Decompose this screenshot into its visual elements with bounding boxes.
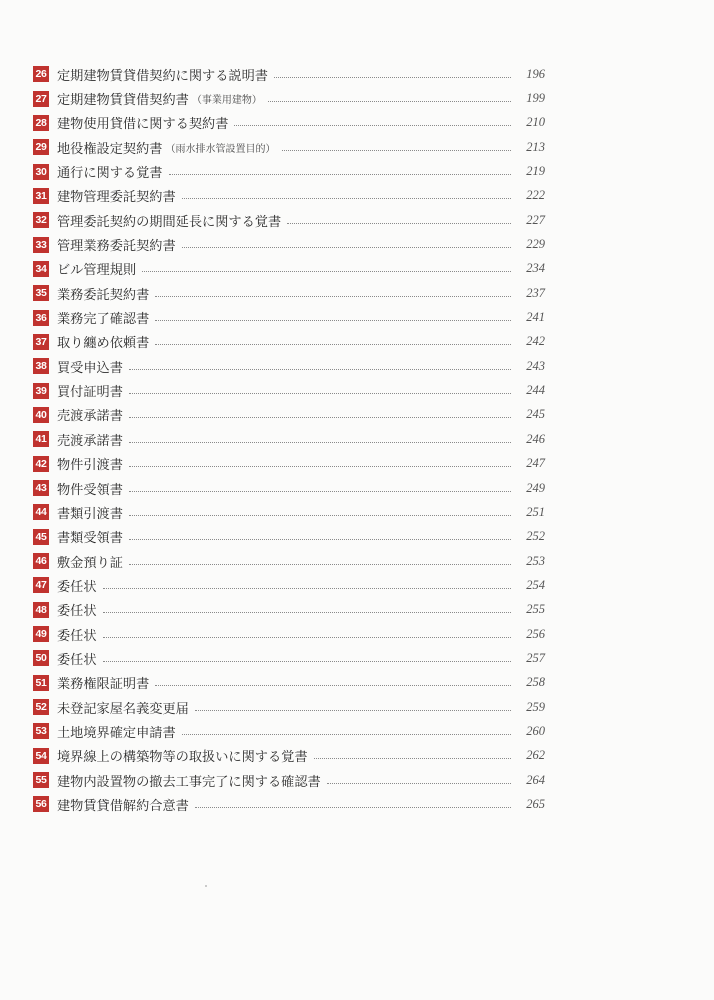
toc-entry-number-badge: 50 — [33, 650, 49, 666]
toc-entry-page-number: 251 — [526, 504, 545, 519]
toc-entry-title: 売渡承諾書 — [57, 433, 123, 449]
toc-entry-title: 買受申込書 — [57, 360, 123, 376]
toc-dot-leader — [129, 564, 511, 565]
toc-entry-title: 物件受領書 — [57, 482, 123, 498]
toc-entry-number-badge: 56 — [33, 796, 49, 812]
toc-entry[interactable] — [33, 622, 545, 646]
toc-entry-page-number: 256 — [526, 626, 545, 641]
toc-entry-title: 委任状 — [57, 604, 97, 620]
toc-dot-leader — [182, 247, 511, 248]
toc-entry-number-badge: 31 — [33, 188, 49, 204]
toc-entry-page-number: 237 — [526, 285, 545, 300]
toc-entry[interactable] — [33, 671, 545, 695]
toc-entry-number-badge: 45 — [33, 529, 49, 545]
toc-dot-leader — [103, 588, 511, 589]
toc-entry[interactable] — [33, 232, 545, 256]
toc-entry-number-badge: 33 — [33, 237, 49, 253]
toc-entry[interactable] — [33, 768, 545, 792]
toc-entry-number-badge: 51 — [33, 675, 49, 691]
toc-entry-title: 管理業務委託契約書 — [57, 239, 176, 255]
toc-entry-title: 敷金預り証 — [57, 555, 123, 571]
toc-dot-leader — [155, 344, 511, 345]
toc-entry[interactable] — [33, 500, 545, 524]
toc-entry[interactable] — [33, 135, 545, 159]
toc-entry-title: 建物賃貸借解約合意書 — [57, 798, 189, 814]
toc-entry-title: 業務委託契約書 — [57, 287, 150, 303]
toc-entry-page-number: 255 — [526, 602, 545, 617]
toc-entry-page-number: 258 — [526, 675, 545, 690]
toc-entry[interactable] — [33, 330, 545, 354]
toc-entry-title: 取り纏め依頼書 — [57, 336, 150, 352]
toc-entry-title: 管理委託契約の期間延長に関する覚書 — [57, 214, 282, 230]
toc-entry-title: 委任状 — [57, 628, 97, 644]
toc-entry-number-badge: 29 — [33, 139, 49, 155]
toc-entry-page-number: 260 — [526, 723, 545, 738]
toc-dot-leader — [282, 150, 512, 151]
toc-entry[interactable] — [33, 573, 545, 597]
toc-dot-leader — [314, 758, 511, 759]
toc-entry-number-badge: 44 — [33, 504, 49, 520]
toc-entry-title: 買付証明書 — [57, 385, 123, 401]
toc-entry-page-number: 245 — [526, 407, 545, 422]
toc-dot-leader — [182, 198, 511, 199]
toc-entry-page-number: 199 — [526, 91, 545, 106]
toc-entry-page-number: 234 — [526, 261, 545, 276]
toc-entry-page-number: 243 — [526, 358, 545, 373]
toc-entry-page-number: 254 — [526, 577, 545, 592]
toc-entry-number-badge: 39 — [33, 383, 49, 399]
toc-entry[interactable] — [33, 744, 545, 768]
toc-entry-title: 物件引渡書 — [57, 458, 123, 474]
toc-entry-number-badge: 32 — [33, 212, 49, 228]
toc-dot-leader — [103, 661, 511, 662]
toc-entry-page-number: 257 — [526, 650, 545, 665]
toc-entry-number-badge: 55 — [33, 772, 49, 788]
toc-entry-title: 委任状 — [57, 652, 97, 668]
table-of-contents — [33, 62, 545, 817]
toc-entry-subtitle: （雨水排水管設置目的） — [165, 143, 276, 155]
toc-entry[interactable] — [33, 378, 545, 402]
toc-entry-title: 書類引渡書 — [57, 506, 123, 522]
toc-dot-leader — [195, 807, 511, 808]
toc-dot-leader — [327, 783, 511, 784]
toc-entry-title: 業務完了確認書 — [57, 312, 150, 328]
toc-entry[interactable] — [33, 184, 545, 208]
toc-entry-title: 書類受領書 — [57, 531, 123, 547]
toc-dot-leader — [268, 101, 511, 102]
toc-entry-number-badge: 40 — [33, 407, 49, 423]
toc-entry-page-number: 227 — [526, 212, 545, 227]
toc-dot-leader — [234, 125, 511, 126]
toc-dot-leader — [103, 612, 511, 613]
toc-entry-page-number: 246 — [526, 431, 545, 446]
toc-entry[interactable] — [33, 646, 545, 670]
toc-entry-number-badge: 48 — [33, 602, 49, 618]
toc-entry-title: 定期建物賃貸借契約に関する説明書 — [57, 68, 268, 84]
toc-dot-leader — [129, 442, 511, 443]
toc-entry-page-number: 241 — [526, 310, 545, 325]
toc-entry-number-badge: 49 — [33, 626, 49, 642]
toc-entry-number-badge: 36 — [33, 310, 49, 326]
toc-dot-leader — [274, 77, 511, 78]
toc-dot-leader — [195, 710, 511, 711]
toc-entry-title: 建物使用貸借に関する契約書 — [57, 117, 229, 133]
toc-entry-number-badge: 35 — [33, 285, 49, 301]
toc-entry-page-number: 253 — [526, 553, 545, 568]
toc-entry-page-number: 210 — [526, 115, 545, 130]
toc-entry-title: 通行に関する覚書 — [57, 166, 163, 182]
toc-entry-title: 建物管理委託契約書 — [57, 190, 176, 206]
toc-entry-number-badge: 28 — [33, 115, 49, 131]
toc-entry[interactable] — [33, 111, 545, 135]
toc-entry[interactable] — [33, 62, 545, 86]
toc-entry[interactable] — [33, 403, 545, 427]
toc-entry-page-number: 249 — [526, 480, 545, 495]
scan-speck — [205, 885, 207, 887]
toc-entry-number-badge: 42 — [33, 456, 49, 472]
toc-entry-page-number: 264 — [526, 772, 545, 787]
toc-entry[interactable] — [33, 281, 545, 305]
toc-entry-number-badge: 26 — [33, 66, 49, 82]
toc-entry[interactable] — [33, 719, 545, 743]
toc-entry-page-number: 219 — [526, 164, 545, 179]
toc-entry[interactable] — [33, 208, 545, 232]
toc-entry-number-badge: 30 — [33, 164, 49, 180]
toc-entry-number-badge: 53 — [33, 723, 49, 739]
toc-dot-leader — [155, 296, 511, 297]
toc-entry-page-number: 229 — [526, 237, 545, 252]
toc-entry[interactable] — [33, 549, 545, 573]
toc-dot-leader — [103, 637, 511, 638]
toc-entry-number-badge: 46 — [33, 553, 49, 569]
toc-entry-title: 売渡承諾書 — [57, 409, 123, 425]
toc-entry-page-number: 259 — [526, 699, 545, 714]
toc-entry-number-badge: 37 — [33, 334, 49, 350]
toc-dot-leader — [142, 271, 511, 272]
toc-dot-leader — [129, 515, 511, 516]
toc-dot-leader — [182, 734, 511, 735]
toc-entry-number-badge: 38 — [33, 358, 49, 374]
toc-dot-leader — [169, 174, 512, 175]
toc-entry[interactable] — [33, 452, 545, 476]
toc-entry-number-badge: 41 — [33, 431, 49, 447]
toc-entry-title: 地役権設定契約書 — [57, 141, 163, 157]
toc-entry-page-number: 265 — [526, 796, 545, 811]
toc-dot-leader — [129, 417, 511, 418]
toc-entry-page-number: 247 — [526, 456, 545, 471]
toc-entry-title: 土地境界確定申請書 — [57, 725, 176, 741]
toc-entry-title: 定期建物賃貸借契約書 — [57, 93, 189, 109]
toc-entry[interactable] — [33, 257, 545, 281]
toc-entry-number-badge: 43 — [33, 480, 49, 496]
toc-entry-page-number: 222 — [526, 188, 545, 203]
toc-entry[interactable] — [33, 525, 545, 549]
toc-entry-title: ビル管理規則 — [57, 263, 137, 279]
toc-entry-number-badge: 52 — [33, 699, 49, 715]
toc-entry-subtitle: （事業用建物） — [191, 95, 262, 107]
toc-dot-leader — [155, 685, 511, 686]
toc-entry-page-number: 196 — [526, 66, 545, 81]
toc-entry-page-number: 213 — [526, 139, 545, 154]
toc-dot-leader — [129, 466, 511, 467]
toc-entry-number-badge: 54 — [33, 748, 49, 764]
toc-entry[interactable] — [33, 792, 545, 816]
toc-entry-page-number: 262 — [526, 748, 545, 763]
toc-entry-page-number: 244 — [526, 383, 545, 398]
toc-entry[interactable] — [33, 598, 545, 622]
toc-entry[interactable] — [33, 354, 545, 378]
toc-entry-page-number: 252 — [526, 529, 545, 544]
toc-dot-leader — [287, 223, 511, 224]
toc-entry-title: 委任状 — [57, 579, 97, 595]
toc-dot-leader — [129, 393, 511, 394]
toc-entry[interactable] — [33, 427, 545, 451]
toc-entry[interactable] — [33, 305, 545, 329]
toc-entry-page-number: 242 — [526, 334, 545, 349]
toc-entry-title: 未登記家屋名義変更届 — [57, 701, 189, 717]
toc-dot-leader — [129, 369, 511, 370]
toc-dot-leader — [129, 491, 511, 492]
toc-entry-title: 業務権限証明書 — [57, 677, 150, 693]
toc-entry-number-badge: 47 — [33, 577, 49, 593]
toc-dot-leader — [155, 320, 511, 321]
toc-dot-leader — [129, 539, 511, 540]
toc-entry-number-badge: 34 — [33, 261, 49, 277]
toc-entry[interactable] — [33, 159, 545, 183]
toc-entry-number-badge: 27 — [33, 91, 49, 107]
toc-entry-title: 境界線上の構築物等の取扱いに関する覚書 — [57, 750, 308, 766]
toc-entry-title: 建物内設置物の撤去工事完了に関する確認書 — [57, 774, 321, 790]
toc-entry[interactable] — [33, 86, 545, 110]
toc-entry[interactable] — [33, 476, 545, 500]
toc-entry[interactable] — [33, 695, 545, 719]
